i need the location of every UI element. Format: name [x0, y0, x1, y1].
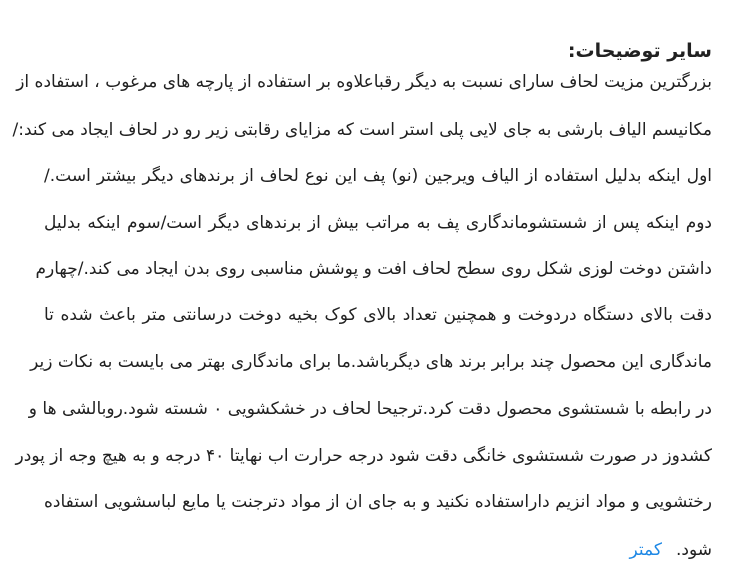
description-line-6: دقت بالای دستگاه دردوخت و همچنین تعداد بالای کوک بخیه دوخت درسانتی متر باعث شده تا	[44, 305, 712, 325]
description-line-4: دوم اینکه پس از شستشوماندگاری پف به مراتب بیش از برندهای دیگر است/سوم اینکه بدلیل	[44, 213, 712, 233]
description-line-8: در رابطه با شستشوی محصول دقت کرد.ترجیحا لحاف در خشکشویی ۰ شسته شود.روبالشی ها و	[28, 399, 712, 419]
description-line-3: اول اینکه بدلیل استفاده از الیاف ویرجین (نو) پف این نوع لحاف از برندهای دیگر بیشتر است./	[44, 166, 712, 186]
description-line-5: داشتن دوخت لوزی شکل روی سطح لحاف افت و پوشش مناسبی روی بدن ایجاد می کند./چهارم	[35, 259, 712, 279]
description-line-11: شود.	[675, 540, 712, 560]
section-heading: سایر توضیحات:	[567, 40, 712, 62]
description-line-1: بزرگترین مزیت لحاف سارای نسبت به دیگر رقباعلاوه بر استفاده از پارچه های مرغوب ، استفاده از	[16, 72, 712, 92]
description-line-9: کشدوز در صورت شستشوی خانگی دقت شود درجه حرارت اب نهایتا ۴۰ درجه و به هیچ وجه از پودر	[15, 446, 712, 466]
show-less-link[interactable]: کمتر	[629, 540, 662, 560]
description-line-2: مکانیسم الیاف بارشی به جای لایی پلی استر است که مزایای رقابتی زیر رو در لحاف ایجاد می کند:/	[12, 120, 712, 140]
description-last-line	[44, 538, 712, 562]
description-line-10: رختشویی و مواد انزیم داراستفاده نکنید و به جای ان از مواد دترجنت یا مایع لباسشویی استفاده	[44, 492, 712, 512]
description-line-7: ماندگاری این محصول چند برابر برند های دیگرباشد.ما برای ماندگاری بهتر می بایست به نکات زیر	[30, 352, 712, 372]
